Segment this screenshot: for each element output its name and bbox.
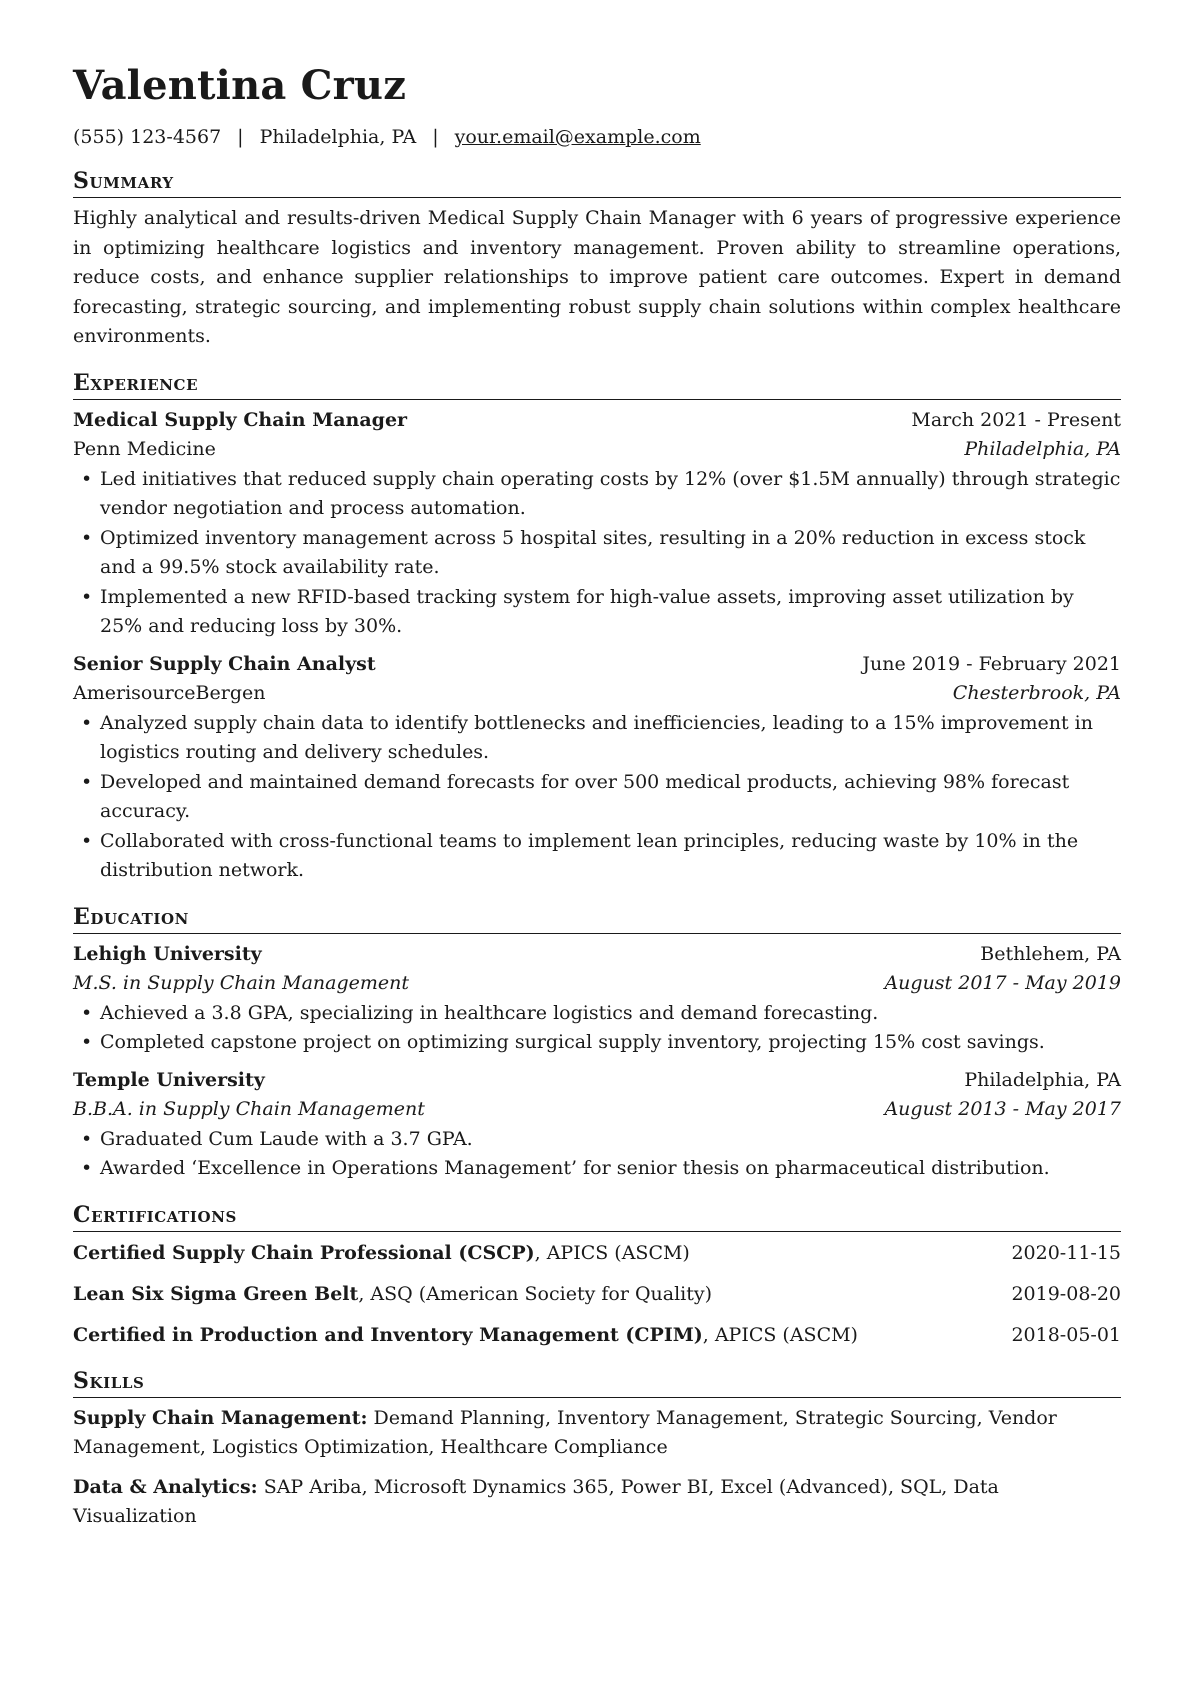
section-title: Education <box>73 902 1121 934</box>
bullet-item: • Awarded ‘Excellence in Operations Management’ for senior thesis on pharmaceutical distribution. <box>73 1154 1121 1184</box>
degree: B.B.A. in Supply Chain Management <box>73 1098 425 1120</box>
job-entry <box>73 406 1121 642</box>
education-section <box>73 902 1121 1184</box>
phone: (555) 123-4567 <box>73 126 222 148</box>
job-role: Medical Supply Chain Manager <box>73 408 408 431</box>
school-location: Philadelphia, PA <box>964 1068 1121 1091</box>
certification-row <box>73 1238 1121 1268</box>
school-name: Lehigh University <box>73 942 262 965</box>
section-title: Experience <box>73 368 1121 400</box>
bullet-item: • Collaborated with cross-functional teams to implement lean principles, reducing waste by 10% in the distribution network. <box>73 827 1121 886</box>
education-dates: August 2013 - May 2017 <box>884 1098 1121 1120</box>
education-entry <box>73 1066 1121 1184</box>
skill-label: Supply Chain Management: <box>73 1406 368 1429</box>
certification-row <box>73 1320 1121 1350</box>
education-entry <box>73 940 1121 1058</box>
bullet-item: • Led initiatives that reduced supply chain operating costs by 12% (over $1.5M annually) through strategic vendor negotiation and process automation. <box>73 465 1121 524</box>
education-dates: August 2017 - May 2019 <box>884 972 1121 994</box>
location: Philadelphia, PA <box>259 126 417 148</box>
job-role: Senior Supply Chain Analyst <box>73 652 376 675</box>
bullet-item: • Optimized inventory management across 5 hospital sites, resulting in a 20% reduction in excess stock and a 99.5% stock availability rate. <box>73 524 1121 583</box>
bullet-item: • Implemented a new RFID-based tracking system for high-value assets, improving asset utilization by 25% and reducing loss by 30%. <box>73 583 1121 642</box>
bullet-list <box>73 1125 1121 1184</box>
certifications-section <box>73 1200 1121 1350</box>
summary-text: Highly analytical and results-driven Medical Supply Chain Manager with 6 years of progressive experience in optimizing healthcare logistics and inventory management. Proven ability to streamline operations, reduce costs, and enhance supplier relationships to improve patient care outcomes. Expert in demand forecasting, strategic sourcing, and implementing robust supply chain solutions within complex healthcare environments. <box>73 207 1121 347</box>
bullet-list <box>73 999 1121 1058</box>
skill-value: Demand Planning, Inventory Management, Strategic Sourcing, Vendor Management, Logistics Optimization, Healthcare Compliance <box>73 1406 1057 1458</box>
section-title: Certifications <box>73 1200 1121 1232</box>
school-location: Bethlehem, PA <box>980 942 1121 965</box>
summary-section <box>73 166 1121 352</box>
bullet-item: • Analyzed supply chain data to identify bottlenecks and inefficiencies, leading to a 15% improvement in logistics routing and delivery schedules. <box>73 709 1121 768</box>
section-title: Summary <box>73 166 1121 198</box>
contact-line <box>73 124 1121 150</box>
degree: M.S. in Supply Chain Management <box>73 972 410 994</box>
certification-name: Certified in Production and Inventory Management (CPIM) <box>73 1323 703 1346</box>
skill-line <box>73 1473 1121 1532</box>
job-entry <box>73 650 1121 886</box>
certification-name: Certified Supply Chain Professional (CSCP) <box>73 1241 535 1264</box>
certification-issuer: , APICS (ASCM) <box>702 1323 858 1346</box>
skill-label: Data & Analytics: <box>73 1475 258 1498</box>
bullet-list <box>73 709 1121 886</box>
job-dates: June 2019 - February 2021 <box>862 652 1121 675</box>
bullet-item: • Graduated Cum Laude with a 3.7 GPA. <box>73 1125 1121 1155</box>
company: AmerisourceBergen <box>73 682 266 704</box>
skill-line <box>73 1404 1121 1463</box>
certification-row <box>73 1279 1121 1309</box>
bullet-list <box>73 465 1121 642</box>
job-location: Philadelphia, PA <box>964 438 1121 460</box>
school-name: Temple University <box>73 1068 265 1091</box>
bullet-item: • Completed capstone project on optimizing surgical supply inventory, projecting 15% cost savings. <box>73 1028 1121 1058</box>
bullet-item: • Achieved a 3.8 GPA, specializing in healthcare logistics and demand forecasting. <box>73 999 1121 1029</box>
separator: | <box>237 126 244 148</box>
company: Penn Medicine <box>73 438 216 460</box>
candidate-name: Valentina Cruz <box>73 62 407 109</box>
experience-section <box>73 368 1121 886</box>
job-dates: March 2021 - Present <box>911 408 1121 431</box>
certification-date: 2019-08-20 <box>1011 1282 1121 1305</box>
certification-name: Lean Six Sigma Green Belt <box>73 1282 359 1305</box>
resume-content <box>73 58 1121 1542</box>
certification-issuer: , ASQ (American Society for Quality) <box>358 1282 713 1305</box>
separator: | <box>432 126 439 148</box>
section-title: Skills <box>73 1366 1121 1398</box>
certification-date: 2018-05-01 <box>1011 1323 1121 1346</box>
bullet-item: • Developed and maintained demand forecasts for over 500 medical products, achieving 98% forecast accuracy. <box>73 768 1121 827</box>
certification-issuer: , APICS (ASCM) <box>534 1241 690 1264</box>
skill-value: SAP Ariba, Microsoft Dynamics 365, Power BI, Excel (Advanced), SQL, Data Visualization <box>73 1475 999 1527</box>
certification-date: 2020-11-15 <box>1011 1241 1121 1264</box>
job-location: Chesterbrook, PA <box>952 682 1121 704</box>
email-link[interactable]: your.email@example.com <box>454 126 701 148</box>
skills-section <box>73 1366 1121 1532</box>
